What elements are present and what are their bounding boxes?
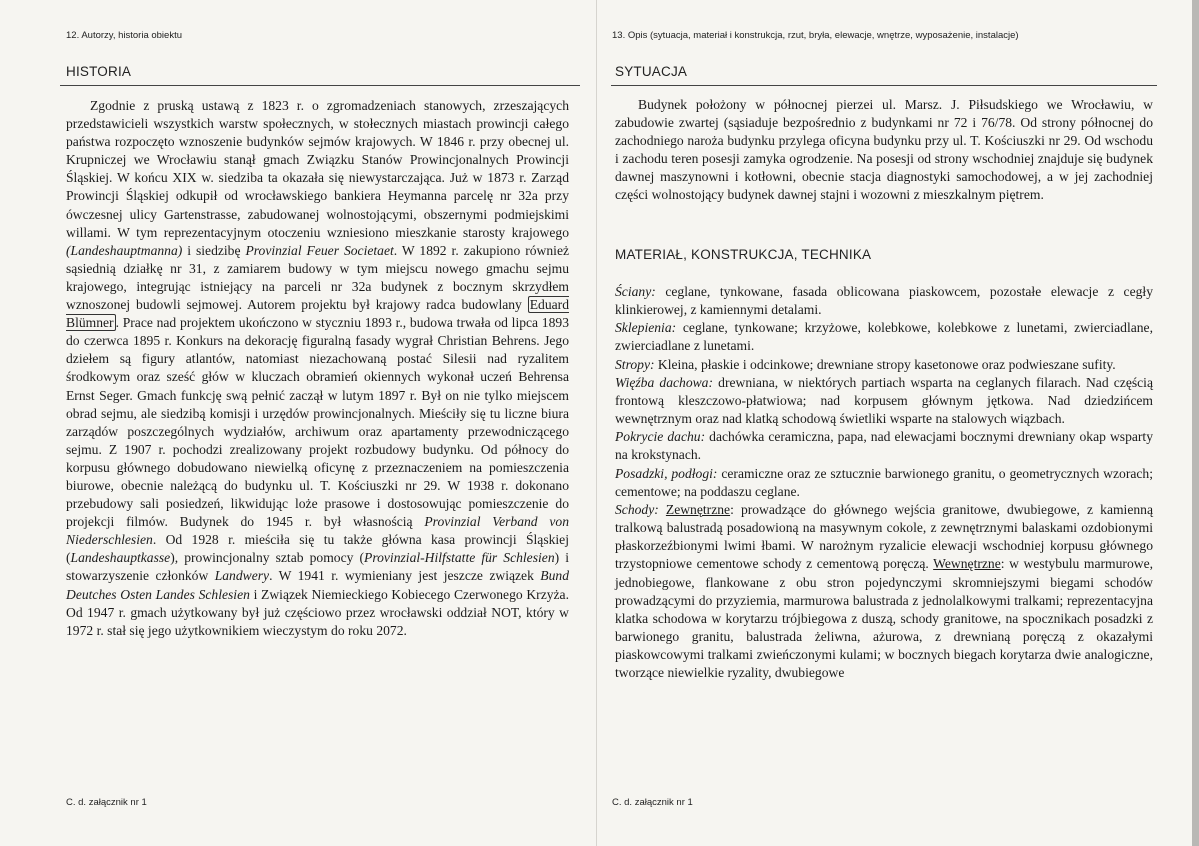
material-term: Pokrycie dachu: [615, 429, 706, 445]
text-run: dachówka ceramiczna, papa, nad elewacjami bocznymi drewniany okap wsparty na krokstynach. [615, 429, 1153, 463]
italic-text: Landwery [214, 568, 270, 584]
text-run: . W 1892 r. zakupiono również sąsiednią działkę nr 31, z zamiarem budowy w tym miejscu nowego gmachu sejmu krajowego, integrując istniejący na parceli nr 32a budynek z bocznym skrzydłem wznoszonej budowli sejmowej. Autorem projektu był krajowy radca budowlany [66, 242, 570, 313]
situation-paragraph: Budynek położony w północnej pierzei ul. Marsz. J. Piłsudskiego we Wrocławiu, w zabudowie zwartej (sąsiaduje bezpośrednio z budynkami nr 72 i 76/78. Od strony północnej do zachodniego naroża budynku przylega oficyna budynku przy ul. T. Kościuszki nr 29. Od wschodu i zachodu teren posesji zamyka ogrodzenie. Na posesji od strony wschodniej znajduje się budynek dawnej maszynowni i kotłowni, obecnie stacja diagnostyki samochodowej, a w jej zachodniej części wolnostojący budynek dawnej stajni i wozowni z mieszkalnym piętrem. [615, 97, 1153, 203]
circled-name: Eduard Blümner [66, 297, 569, 331]
material-term: Ściany: [615, 284, 656, 299]
italic-text: Provinzial Verband von Niederschlesien [66, 514, 569, 548]
text-run [659, 502, 666, 517]
text-run: i Związek Niemieckiego Kobiecego Czerwonego Krzyża. Od 1947 r. gmach użytkowany był już częściowo przez wrocławski oddział NOT, który w 1972 r. stał się jego użytkownikiem wieczystym do roku 2072. [66, 586, 569, 638]
text-run: : prowadzące do głównego wejścia granitowe, dwubiegowe, z kamienną tralkową balustradą posadowioną na masywnym cokole, z zewnętrznymi balaskami ozdobionymi płaskorzeźbionymi lwimi łbami. W narożnym ryzalicie elewacji wschodniej korpusu głównego trzystopniowe cementowe schody z cementową poręczą. [615, 501, 1153, 572]
text-run: ceglane, tynkowane, fasada oblicowana piaskowcem, pozostałe elewacje z cegły klinkierowej, z kamiennymi detalami. [615, 284, 1153, 318]
text-run: . Od 1928 r. mieściła się tu także główna kasa prowincji Śląskiej ( [66, 532, 569, 566]
title-divider [611, 85, 1157, 86]
material-term: Więźba dachowa: [615, 374, 714, 390]
page-footer: C. d. załącznik nr 1 [66, 797, 147, 808]
material-term: Posadzki, podłogi: [615, 465, 718, 481]
material-entry [615, 465, 1153, 501]
material-list [615, 283, 1153, 682]
section-title-historia: HISTORIA [66, 64, 132, 79]
material-entry [615, 319, 1153, 355]
text-run: . Prace nad projektem ukończono w styczniu 1893 r., budowa trwała od lipca 1893 do czerwca 1895 r. Konkurs na dekorację figuralną fasady wygrał Christian Behrens. Jego dziełem są figury atlantów, natomiast niezachowaną postać Silesii nad ryzalitem środkowym oraz sześć głów w kluczach obramień okiennych wykonał uczeń Behrensa Ernst Seger. Gmach funkcję swą pełnić zaczął w lutym 1897 r. Był on nie tylko miejscem obrad sejmu, ale siedzibą komisji i urzędów prowincjonalnych. Mieściły się tu liczne biura zarządów poszczególnych wydziałów, archiwum oraz apartamenty przewodniczącego sejmu. Z 1907 r. pochodzi zrealizowany projekt rozbudowy budynku. Od północy do korpusu głównego dobudowano niewielką oficynę z przeznaczeniem na pomieszczenia biurowe, obecnie należącą do budynku ul. T. Kościuszki nr 29. W 1938 r. dokonano przebudowy sali posiedzeń, likwidując loże prasowe i dostosowując pomieszczenie do projekcji filmów. Budynek do 1945 r. był własnością [66, 315, 569, 530]
material-term: Sklepienia: [615, 320, 677, 336]
underlined-text: Wewnętrzne [933, 556, 1001, 572]
material-entry [615, 374, 1153, 428]
material-term: Schody: [615, 501, 659, 517]
text-run: Kleina, płaskie i odcinkowe; drewniane stropy kasetonowe oraz podwieszane sufity. [654, 356, 1116, 372]
title-divider [60, 85, 580, 86]
underlined-text: Zewnętrzne [665, 501, 731, 517]
text-run: drewniana, w niektórych partiach wsparta na ceglanych filarach. Nad częścią frontową kleszczowo-płatwiowa; nad korpusem głównym jętkowa. Nad dziedzińcem wewnętrznym oraz nad klatką schodową świetliki wsparte na stalowych wiązbach. [615, 374, 1153, 427]
text-run: . W 1941 r. wymieniany jest jeszcze związek [269, 568, 541, 584]
italic-text: Bund Deutches Osten Landes Schlesien [66, 568, 569, 602]
italic-text: (Landeshauptmanna) [66, 242, 183, 258]
material-entry [615, 428, 1153, 464]
page-header: 13. Opis (sytuacja, materiał i konstrukcja, rzut, bryła, elewacje, wnętrze, wyposażenie, instalacje) [612, 30, 1019, 41]
italic-text: Landeshauptkasse [70, 550, 171, 566]
italic-text: Provinzial-Hilfstatte für Schlesien [364, 550, 555, 566]
section-title-material: MATERIAŁ, KONSTRUKCJA, TECHNIKA [615, 247, 872, 262]
italic-text: Provinzial Feuer Societaet [245, 242, 394, 258]
text-run: ) i stowarzyszenie członków [66, 550, 570, 584]
material-term: Stropy: [615, 356, 655, 372]
section-title-sytuacja: SYTUACJA [615, 64, 688, 79]
scan-edge [1192, 0, 1199, 846]
text-run: i siedzibę [182, 242, 246, 258]
material-entry [615, 356, 1153, 374]
text-run: ceramiczne oraz ze sztucznie barwionego granitu, o geometrycznych wzorach; cementowe; na poddaszu ceglane. [615, 465, 1153, 499]
right-page [597, 0, 1199, 846]
material-entry [615, 501, 1153, 683]
page-footer: C. d. załącznik nr 1 [612, 797, 693, 808]
text-run: ceglane, tynkowane; krzyżowe, kolebkowe, kolebkowe z lunetami, zwierciadlane, zwierciadlane z lunetami. [615, 320, 1153, 354]
text-run: Zgodnie z pruską ustawą z 1823 r. o zgromadzeniach stanowych, zrzeszających przedstawicieli wszystkich warstw społecznych, w stołecznych miastach prowincji całego państwa rozpoczęto wznoszenie budynków sejmów krajowych. W 1846 r. przy obecnej ul. Krupniczej we Wrocławiu stanął gmach Związku Stanów Prowincjonalnych Prowincji Śląskiej. W końcu XIX w. siedziba ta okazała się niewystarczająca. Już w 1873 r. Zarząd Prowincji Śląskiej odkupił od wrocławskiego bankiera Heymanna parcelę nr 32a przy ówczesnej ulicy Gartenstrasse, zabudowanej wolnostojącymi, obszernymi podmiejskimi willami. W tym reprezentacyjnym otoczeniu wzniesiono mieszkanie starosty krajowego [66, 98, 569, 240]
material-entry [615, 283, 1153, 319]
history-paragraph [66, 97, 569, 640]
text-run: ), prowincjonalny sztab pomocy ( [170, 550, 365, 566]
page-header: 12. Autorzy, historia obiektu [66, 30, 182, 41]
text-run: : w westybulu marmurowe, jednobiegowe, flankowane z obu stron pojedynczymi skromniejszymi biegami schodów prowadzącymi do przyziemia, marmurowa balustrada z jednolalkowymi tralkami; reprezentacyjna klatka schodowa w korytarzu trójbiegowa z duszą, schody granitowe, na spocznikach posadzki z barwionego granitu, balustrada żeliwna, ażurowa, z drewnianą poręczą z okazałymi piaskowcowymi tralkami zwieńczonymi kulami; w bocznych biegach korytarza dwie analogiczne, tworzące niewielkie ryzality, dwubiegowe [615, 556, 1153, 681]
left-page [0, 0, 597, 846]
